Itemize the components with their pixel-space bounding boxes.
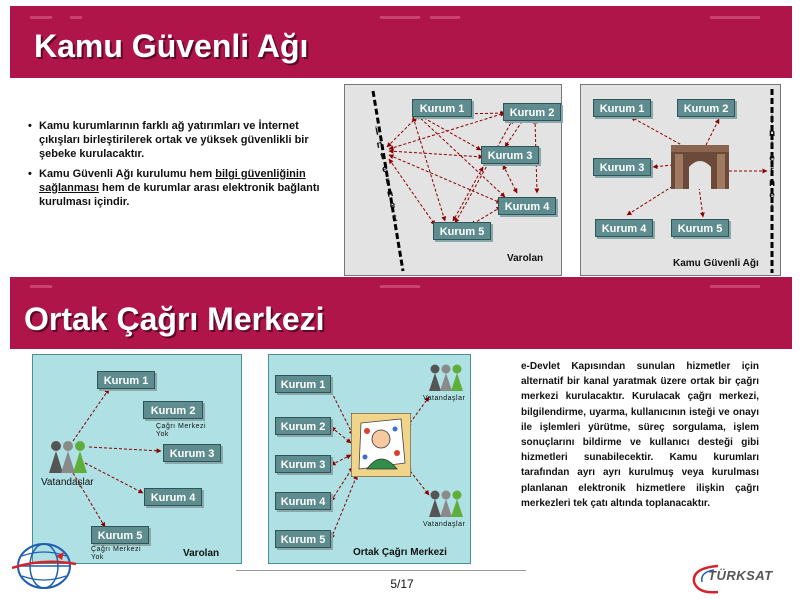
node-kurum-3: Kurum 3 bbox=[481, 146, 539, 164]
internet-letter: n bbox=[768, 177, 776, 189]
internet-letter: İ bbox=[374, 126, 380, 139]
bullet-text: Kamu kurumlarının farklı ağ yatırımları ve İnternet çıkışları birleştirilerek ortak ve yüksek güvenlikli bir şebeke kurulacaktır. bbox=[39, 120, 309, 160]
node-kurum-5: Kurum 5 bbox=[275, 530, 331, 548]
internet-letter: e bbox=[769, 152, 775, 164]
citizens-icon bbox=[427, 363, 465, 391]
citizens-icon bbox=[47, 439, 89, 473]
node-kurum-4: Kurum 4 bbox=[144, 488, 202, 506]
title-banner-1 bbox=[10, 6, 792, 78]
internet-letter: e bbox=[380, 163, 389, 175]
node-kurum-4: Kurum 4 bbox=[498, 197, 556, 215]
internet-letter: İ bbox=[770, 115, 774, 126]
citizens-label: Vatandaşlar bbox=[423, 521, 466, 528]
internet-letter: t bbox=[770, 140, 774, 151]
banner-dash bbox=[710, 285, 760, 288]
citizens-label: Vatandaşlar bbox=[423, 395, 466, 402]
bullet-underlined-text: bilgi güvenliğinin sağlanması bbox=[39, 168, 306, 194]
node-kurum-4: Kurum 4 bbox=[595, 219, 653, 237]
node-kurum-1: Kurum 1 bbox=[593, 99, 651, 117]
banner-dash bbox=[70, 16, 82, 19]
internet-letter: n bbox=[375, 138, 384, 151]
bullet-item bbox=[28, 119, 320, 161]
node-kurum-1: Kurum 1 bbox=[275, 375, 331, 393]
description-paragraph: e-Devlet Kapısından sunulan hizmetler için alternatif bir kanal yaratmak üzere ortak bir çağrı merkezi kurulacaktır. Kurulacak çağrı merkezi, bilgilendirme, uyarma, kullanıcının isteği ve onayı ile işlemleri yürütme, süreç sorgulama, işlem sonuçlarını bildirme ve kullanıcı desteği gibi hizmetleri sunabilecektir. Kamu kurumları tarafından ayrı ayrı kurulmuş veya kurulması planlanan elektronik hizmetlere ilişkin çağrı merkezleri tek çatı altında toplanacaktır. bbox=[521, 361, 759, 509]
internet-letter: n bbox=[768, 127, 776, 139]
bullet-text: Kamu Güvenli Ağı kurulumu hem bbox=[39, 168, 216, 180]
network-diagram-existing bbox=[344, 84, 562, 276]
internet-letter: e bbox=[388, 199, 397, 212]
page-number: 5/17 bbox=[390, 577, 414, 591]
footer-rule bbox=[236, 570, 526, 571]
node-kurum-2: Kurum 2 bbox=[677, 99, 735, 117]
call-center-diagram-shared bbox=[268, 354, 471, 564]
diagram-caption: Ortak Çağrı Merkezi bbox=[353, 547, 447, 558]
call-center-operator-icon bbox=[351, 413, 411, 477]
node-kurum-1: Kurum 1 bbox=[97, 371, 155, 389]
call-center-diagram-existing bbox=[32, 354, 242, 564]
internet-letter: e bbox=[769, 190, 775, 201]
node-kurum-3: Kurum 3 bbox=[593, 158, 651, 176]
node-kurum-1: Kurum 1 bbox=[412, 99, 472, 117]
callcenter-none-label: Çağrı Merkezi Yok bbox=[91, 546, 142, 561]
banner-dash bbox=[380, 16, 420, 19]
diagram-caption: Kamu Güvenli Ağı bbox=[673, 258, 759, 269]
internet-letter: t bbox=[392, 212, 399, 224]
internet-letter: t bbox=[770, 202, 774, 214]
globe-logo-icon bbox=[12, 538, 80, 590]
node-kurum-3: Kurum 3 bbox=[163, 444, 221, 462]
banner-dash bbox=[30, 16, 52, 19]
citizens-icon bbox=[427, 489, 465, 517]
node-kurum-5: Kurum 5 bbox=[433, 222, 491, 240]
slide-title: Ortak Çağrı Merkezi bbox=[24, 301, 325, 337]
citizens-label: Vatandaşlar bbox=[41, 477, 94, 488]
node-kurum-2: Kurum 2 bbox=[275, 417, 331, 435]
node-kurum-3: Kurum 3 bbox=[275, 455, 331, 473]
internet-letter: r bbox=[384, 175, 391, 188]
callcenter-none-label: Çağrı Merkezi Yok bbox=[156, 423, 207, 438]
node-kurum-2: Kurum 2 bbox=[503, 103, 561, 121]
node-kurum-5: Kurum 5 bbox=[671, 219, 729, 237]
diagram-caption: Varolan bbox=[183, 548, 220, 559]
title-banner-2 bbox=[10, 277, 792, 349]
internet-vertical-label bbox=[767, 115, 777, 215]
bullet-text: hem de kurumlar arası elektronik bağlantı kurulması içindir. bbox=[39, 182, 320, 208]
banner-dash bbox=[380, 285, 420, 288]
node-kurum-2: Kurum 2 bbox=[143, 401, 203, 419]
banner-dash bbox=[430, 16, 460, 19]
node-kurum-5: Kurum 5 bbox=[91, 526, 149, 544]
internet-letter: r bbox=[770, 165, 774, 176]
banner-dash bbox=[710, 16, 760, 19]
internet-letter: t bbox=[379, 151, 386, 163]
internet-letter: n bbox=[385, 187, 395, 200]
network-diagram-secure bbox=[580, 84, 781, 276]
banner-dash bbox=[30, 285, 52, 288]
gate-icon bbox=[671, 145, 729, 189]
diagram-caption: Varolan bbox=[507, 253, 544, 264]
node-kurum-4: Kurum 4 bbox=[275, 492, 331, 510]
brand-logo-text: TÜRKSAT bbox=[708, 568, 773, 583]
bullet-list bbox=[28, 119, 320, 215]
bullet-item bbox=[28, 167, 320, 209]
slide-title: Kamu Güvenli Ağı bbox=[34, 28, 309, 64]
